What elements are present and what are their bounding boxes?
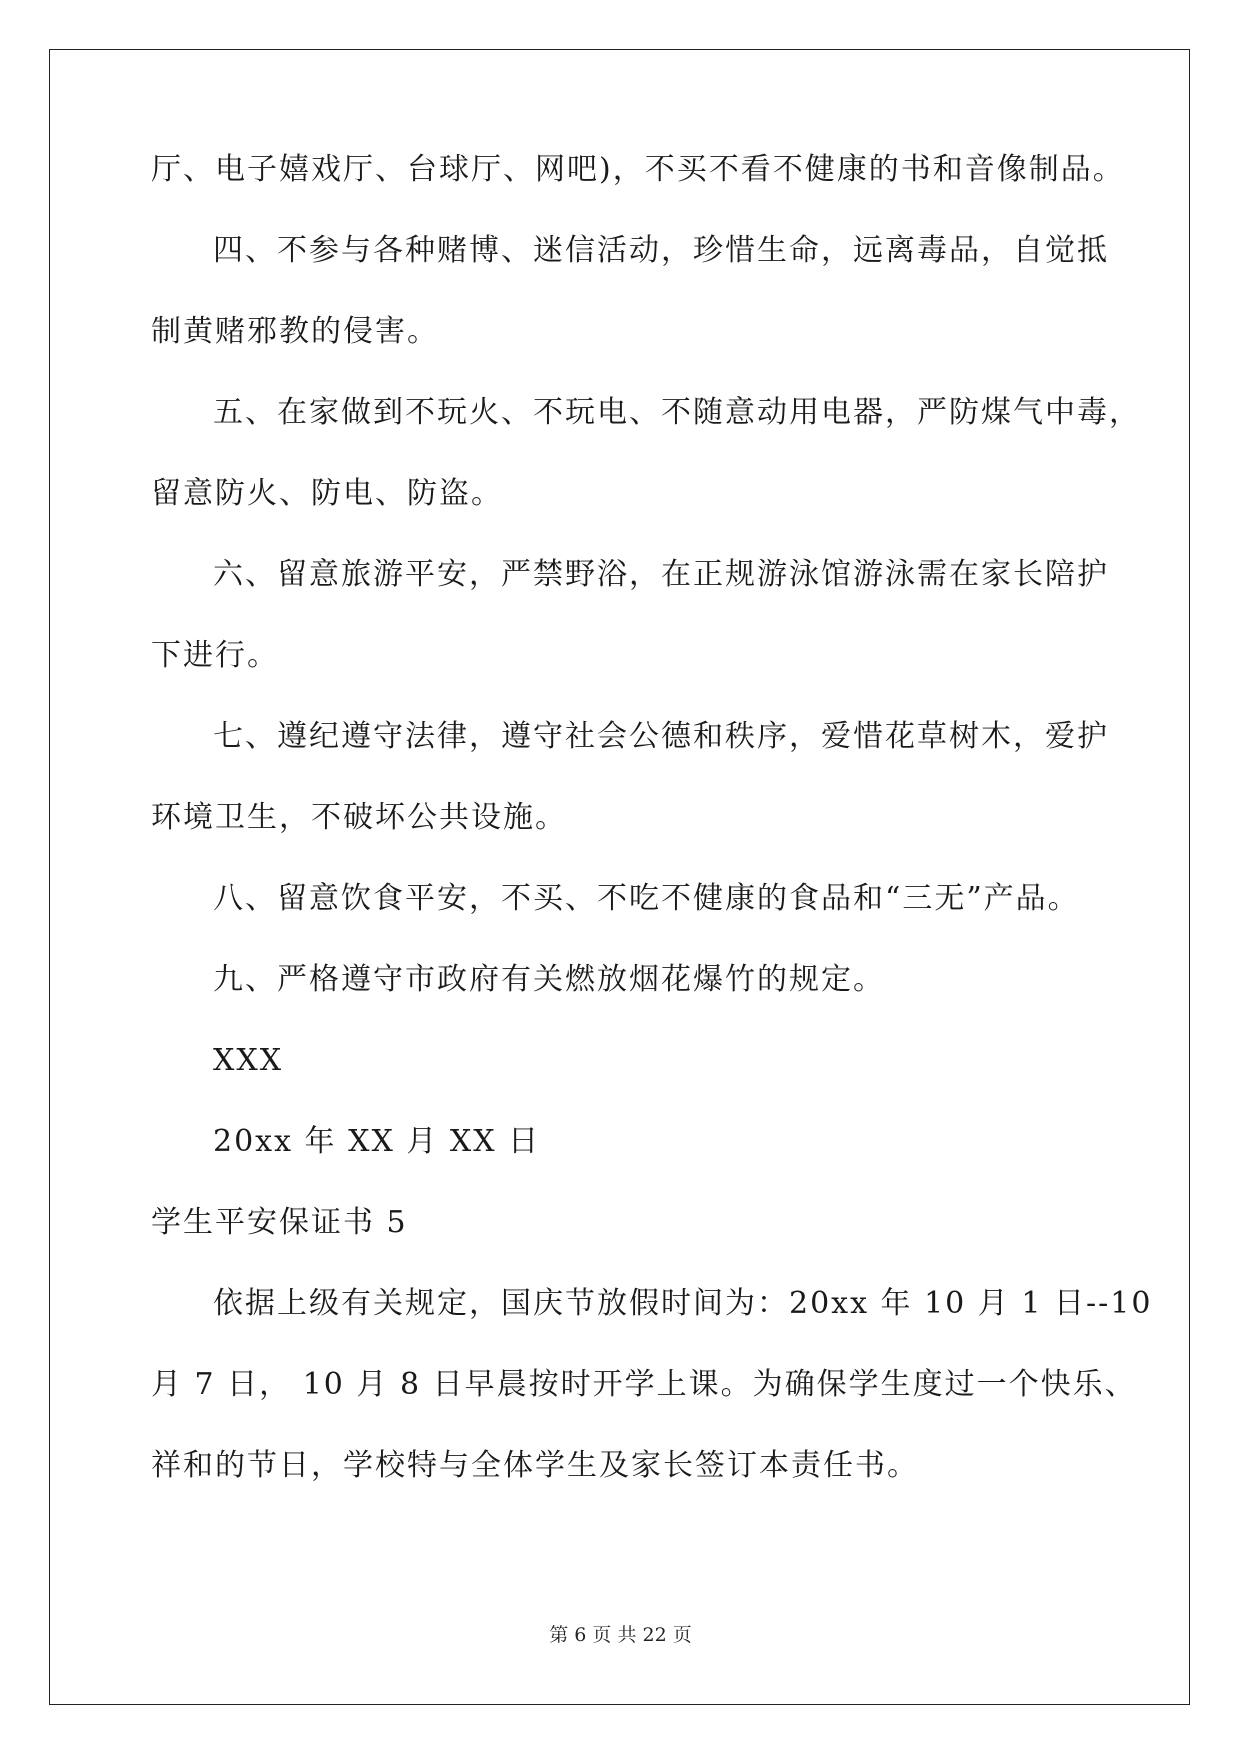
text-line: 祥和的节日，学校特与全体学生及家长签订本责任书。 [151, 1448, 919, 1483]
signature-name: XXX [213, 1043, 284, 1078]
paragraph-eight: 八、留意饮食平安，不买、不吃不健康的食品和“三无”产品。 [213, 881, 1080, 916]
signature-date: 20xx 年 XX 月 XX 日 [213, 1124, 541, 1159]
text-line: 环境卫生，不破坏公共设施。 [151, 800, 567, 835]
paragraph-five: 五、在家做到不玩火、不玩电、不随意动用电器，严防煤气中毒， [213, 395, 1141, 430]
page-number: 第 6 页 共 22 页 [549, 1624, 692, 1646]
paragraph-intro: 依据上级有关规定，国庆节放假时间为：20xx 年 10 月 1 日--10 [213, 1286, 1153, 1321]
text-line: 下进行。 [151, 638, 279, 673]
text-line: 厅、电子嬉戏厅、台球厅、网吧)，不买不看不健康的书和音像制品。 [151, 152, 1125, 187]
text-line: 月 7 日， 10 月 8 日早晨按时开学上课。为确保学生度过一个快乐、 [151, 1367, 1137, 1402]
paragraph-nine: 九、严格遵守市政府有关燃放烟花爆竹的规定。 [213, 962, 885, 997]
text-line: 制黄赌邪教的侵害。 [151, 314, 439, 349]
text-line: 留意防火、防电、防盗。 [151, 476, 503, 511]
paragraph-four: 四、不参与各种赌博、迷信活动，珍惜生命，远离毒品，自觉抵 [213, 233, 1109, 268]
paragraph-six: 六、留意旅游平安，严禁野浴，在正规游泳馆游泳需在家长陪护 [213, 557, 1109, 592]
paragraph-seven: 七、遵纪遵守法律，遵守社会公德和秩序，爱惜花草树木，爱护 [213, 719, 1109, 754]
section-heading: 学生平安保证书 5 [151, 1205, 408, 1240]
